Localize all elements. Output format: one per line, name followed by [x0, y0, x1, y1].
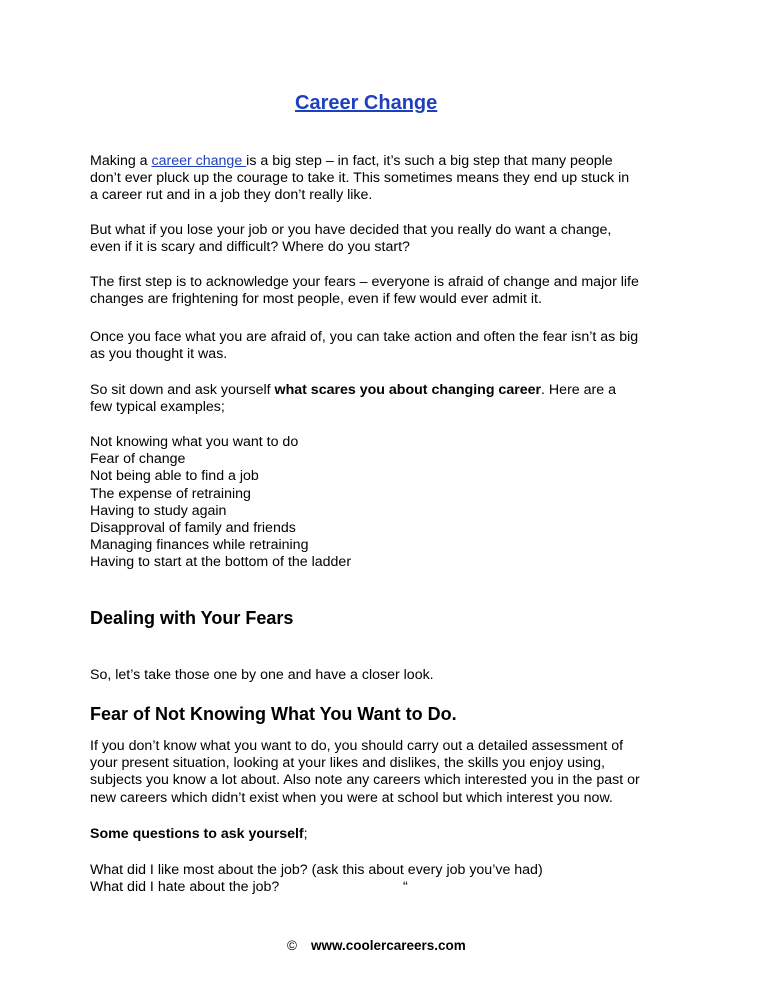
- questions-block: [90, 862, 543, 896]
- page-title[interactable]: Career Change: [295, 92, 438, 114]
- questions-label-bold: Some questions to ask yourself: [90, 826, 304, 842]
- ditto-mark: “: [403, 879, 408, 896]
- copyright-symbol: ©: [287, 938, 297, 953]
- paragraph-7-line-3: subjects you know a lot about. Also note any careers which interested you in the past or: [90, 772, 640, 789]
- career-change-link[interactable]: career change: [151, 153, 247, 169]
- paragraph-5-line-2: few typical examples;: [90, 399, 225, 416]
- paragraph-5-post: . Here are a: [541, 382, 616, 398]
- paragraph-7: [90, 738, 640, 807]
- paragraph-3: [90, 274, 639, 308]
- list-item: Disapproval of family and friends: [90, 520, 296, 537]
- questions-label-suffix: ;: [303, 826, 308, 842]
- question-2: What did I hate about the job?: [90, 879, 280, 896]
- paragraph-3-line-1: The first step is to acknowledge your fears – everyone is afraid of change and major life: [90, 274, 639, 290]
- heading-fear-not-knowing: Fear of Not Knowing What You Want to Do.: [90, 704, 457, 724]
- paragraph-7-line-4: new careers which didn’t exist when you were at school but which interest you now.: [90, 789, 613, 806]
- list-item: Not being able to find a job: [90, 468, 259, 485]
- paragraph-3-line-2: changes are frightening for most people, even if few would ever admit it.: [90, 291, 542, 308]
- paragraph-2-line-2: even if it is scary and difficult? Where do you start?: [90, 239, 410, 256]
- heading-dealing-with-fears: Dealing with Your Fears: [90, 608, 294, 628]
- paragraph-2: [90, 222, 611, 256]
- fears-list: [90, 434, 351, 572]
- intro-line-3: a career rut and in a job they don’t really like.: [90, 187, 373, 204]
- paragraph-6: So, let’s take those one by one and have a closer look.: [90, 667, 434, 683]
- questions-label: [90, 826, 308, 843]
- paragraph-7-line-2: your present situation, looking at your likes and dislikes, the skills you enjoy using,: [90, 755, 605, 772]
- list-item: Managing finances while retraining: [90, 537, 309, 554]
- footer-website: www.coolercareers.com: [310, 938, 466, 953]
- list-item: Having to study again: [90, 502, 227, 519]
- paragraph-4-line-1: Once you face what you are afraid of, you can take action and often the fear isn’t as big: [90, 329, 639, 345]
- list-item: Fear of change: [90, 451, 186, 468]
- paragraph-4: [90, 329, 638, 363]
- list-item: The expense of retraining: [90, 485, 251, 502]
- paragraph-2-line-1: But what if you lose your job or you have decided that you really do want a change,: [90, 222, 612, 238]
- intro-text-pre: Making a: [90, 153, 152, 169]
- intro-line-2: don’t ever pluck up the courage to take it. This sometimes means they end up stuck in: [90, 170, 630, 187]
- page-footer: [287, 938, 466, 953]
- question-1: What did I like most about the job? (ask this about every job you’ve had): [90, 862, 543, 878]
- intro-paragraph: [90, 153, 629, 205]
- list-item: Not knowing what you want to do: [90, 434, 299, 450]
- list-item: Having to start at the bottom of the ladder: [90, 554, 352, 571]
- paragraph-5-bold: what scares you about changing career: [274, 382, 542, 398]
- paragraph-5-pre: So sit down and ask yourself: [90, 382, 275, 398]
- paragraph-7-line-1: If you don’t know what you want to do, you should carry out a detailed assessment of: [90, 738, 624, 754]
- paragraph-4-line-2: as you thought it was.: [90, 346, 228, 363]
- intro-text-post: is a big step – in fact, it’s such a big step that many people: [246, 153, 613, 169]
- paragraph-5: [90, 382, 616, 416]
